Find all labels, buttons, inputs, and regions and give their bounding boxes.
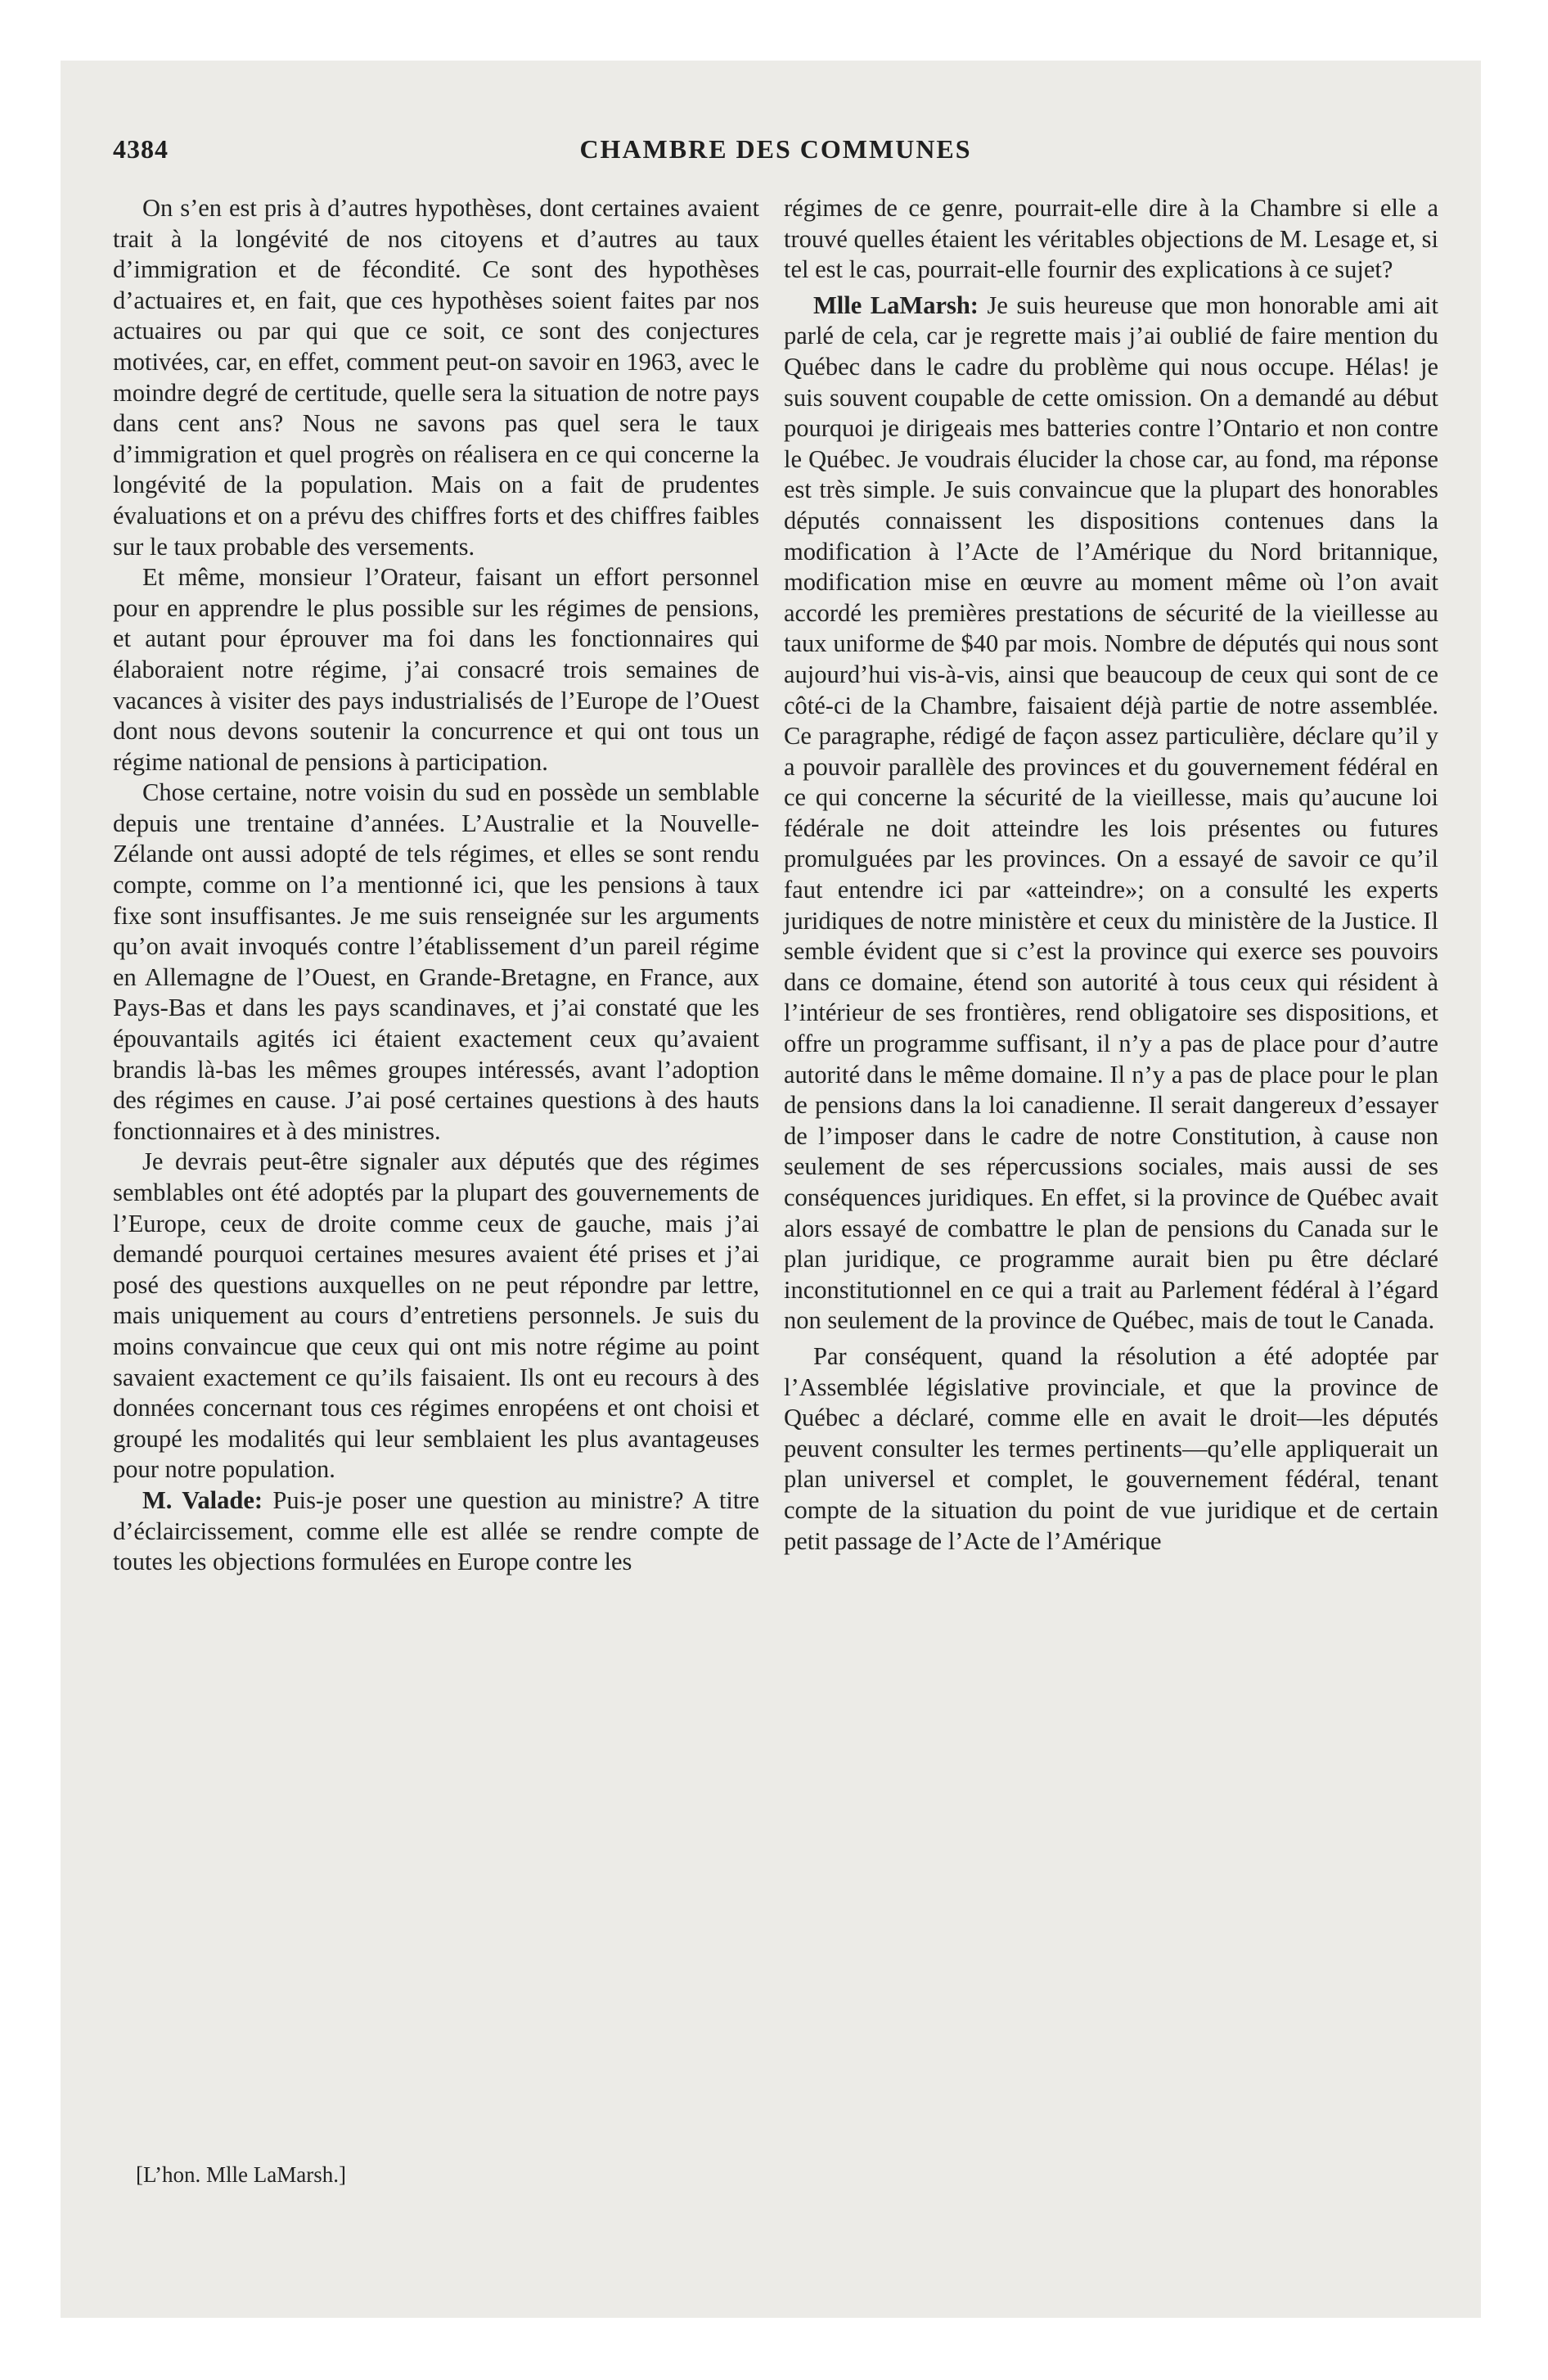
right-column <box>784 193 1438 1557</box>
speech-text: Je suis heureuse que mon honorable ami ait parlé de cela, car je regrette mais j’ai oublié de faire mention du Québec dans le cadre du problème qui nous occupe. Hélas! je suis souvent coupable de cette omission. On a demandé au début pourquoi je dirigeais mes batteries contre l’Ontario et non contre le Québec. Je voudrais élucider la chose car, au fond, ma réponse est très simple. Je suis convaincue que la plupart des honorables députés connaissent les dispositions contenues dans la modification à l’Acte de l’Amérique du Nord britannique, modification mise en œuvre au moment même où l’on avait accordé les premières prestations de sécurité de la vieillesse au taux uniforme de $40 par mois. Nombre de députés qui nous sont aujourd’hui vis-à-vis, ainsi que beaucoup de ceux qui sont de ce côté-ci de la Chambre, faisaient déjà partie de notre assemblée. Ce paragraphe, rédigé de façon assez particulière, déclare qu’il y a pouvoir parallèle des provinces et du gouvernement fédéral en ce qui concerne la sécurité de la vieillesse, mais qu’aucune loi fédérale ne doit atteindre les lois présentes ou futures promulguées par les provinces. On a essayé de savoir ce qu’il faut entendre ici par «atteindre»; on a consulté les experts juridiques de notre ministère et ceux du ministère de la Justice. Il semble évident que si c’est la province qui exerce ses pouvoirs dans ce domaine, étend son autorité à tous ceux qui résident à l’intérieur de ses frontières, rend obligatoire ses dispositions, et offre un programme suffisant, il n’y a pas de place pour d’autre autorité dans le même domaine. Il n’y a pas de place pour le plan de pensions dans la loi canadienne. Il serait dangereux d’essayer de l’imposer dans le cadre de notre Constitution, à cause non seulement de ses répercussions sociales, mais aussi de ses conséquences juridiques. En effet, si la province de Québec avait alors essayé de combattre le plan de pensions du Canada sur le plan juridique, ce programme aurait bien pu être déclaré inconstitutionnel en ce qui a trait au Parlement fédéral à l’égard non seulement de la province de Québec, mais de tout le Canada. <box>784 291 1439 1335</box>
paragraph <box>113 1485 759 1578</box>
page-number: 4384 <box>113 134 169 164</box>
paragraph <box>784 291 1438 1336</box>
page-title: CHAMBRE DES COMMUNES <box>579 134 972 164</box>
page-header <box>113 129 1438 170</box>
paragraph: Et même, monsieur l’Orateur, faisant un effort personnel pour en apprendre le plus possible sur les régimes de pensions, et autant pour éprouver ma foi dans les fonctionnaires qui élaboraient notre régime, j’ai consacré trois semaines de vacances à visiter des pays industrialisés de l’Europe de l’Ouest dont nous devons soutenir la concurrence et qui ont tous un régime national de pensions à participation. <box>113 563 759 776</box>
speaker-footer: [L’hon. Mlle LaMarsh.] <box>136 2162 346 2187</box>
left-column <box>113 193 759 1578</box>
paragraph: régimes de ce genre, pourrait-elle dire à la Chambre si elle a trouvé quelles étaient les véritables objections de M. Lesage et, si tel est le cas, pourrait-elle fournir des explications à ce sujet? <box>784 194 1438 284</box>
paragraph: Je devrais peut-être signaler aux députés que des régimes semblables ont été adoptés par la plupart des gouvernements de l’Europe, ceux de droite comme ceux de gauche, mais j’ai demandé pourquoi certaines mesures avaient été prises et j’ai posé des questions auxquelles on ne peut répondre par lettre, mais uniquement au cours d’entretiens personnels. Je suis du moins convaincue que ceux qui ont mis notre régime au point savaient exactement ce qu’ils faisaient. Ils ont eu recours à des données concernant tous ces régimes enropéens et ont choisi et groupé les modalités qui leur semblaient les plus avantageuses pour notre population. <box>113 1147 759 1484</box>
speaker-name: M. Valade: <box>142 1485 263 1514</box>
paragraph: On s’en est pris à d’autres hypothèses, dont certaines avaient trait à la longévité de nos citoyens et d’autres au taux d’immigration et de fécondité. Ce sont des hypothèses d’actuaires et, en fait, que ces hypothèses soient faites par nos actuaires ou par qui que ce soit, ce sont des conjectures motivées, car, en effet, comment peut-on savoir en 1963, avec le moindre degré de certitude, quelle sera la situation de notre pays dans cent ans? Nous ne savons pas quel sera le taux d’immigration et quel progrès on réalisera en ce qui concerne la longévité de la population. Mais on a fait de prudentes évaluations et on a prévu des chiffres forts et des chiffres faibles sur le taux probable des versements. <box>113 194 759 561</box>
paragraph: Par conséquent, quand la résolution a été adoptée par l’Assemblée législative provinciale, et que la province de Québec a déclaré, comme elle en avait le droit—les députés peuvent consulter les termes pertinents—qu’elle appliquerait un plan universel et complet, le gouvernement fédéral, tenant compte de la situation du point de vue juridique et de certain petit passage de l’Acte de l’Amérique <box>784 1341 1438 1555</box>
paragraph: Chose certaine, notre voisin du sud en possède un semblable depuis une trentaine d’années. L’Australie et la Nouvelle-Zélande ont aussi adopté de tels régimes, et elles se sont rendu compte, comme on l’a mentionné ici, que les pensions à taux fixe sont insuffisantes. Je me suis renseignée sur les arguments qu’on avait invoqués contre l’établissement d’un pareil régime en Allemagne de l’Ouest, en Grande-Bretagne, en France, aux Pays-Bas et dans les pays scandinaves, et j’ai constaté que les épouvantails agités ici étaient exactement ceux qu’avaient brandis là-bas les mêmes groupes intéressés, avant l’adoption des régimes en cause. J’ai posé certaines questions à des hauts fonctionnaires et à des ministres. <box>113 778 759 1145</box>
speech-text: Puis-je poser une question au ministre? A titre d’éclaircissement, comme elle est allée se rendre compte de toutes les objections formulées en Europe contre les <box>113 1485 760 1576</box>
speaker-name: Mlle LaMarsh: <box>813 291 979 319</box>
